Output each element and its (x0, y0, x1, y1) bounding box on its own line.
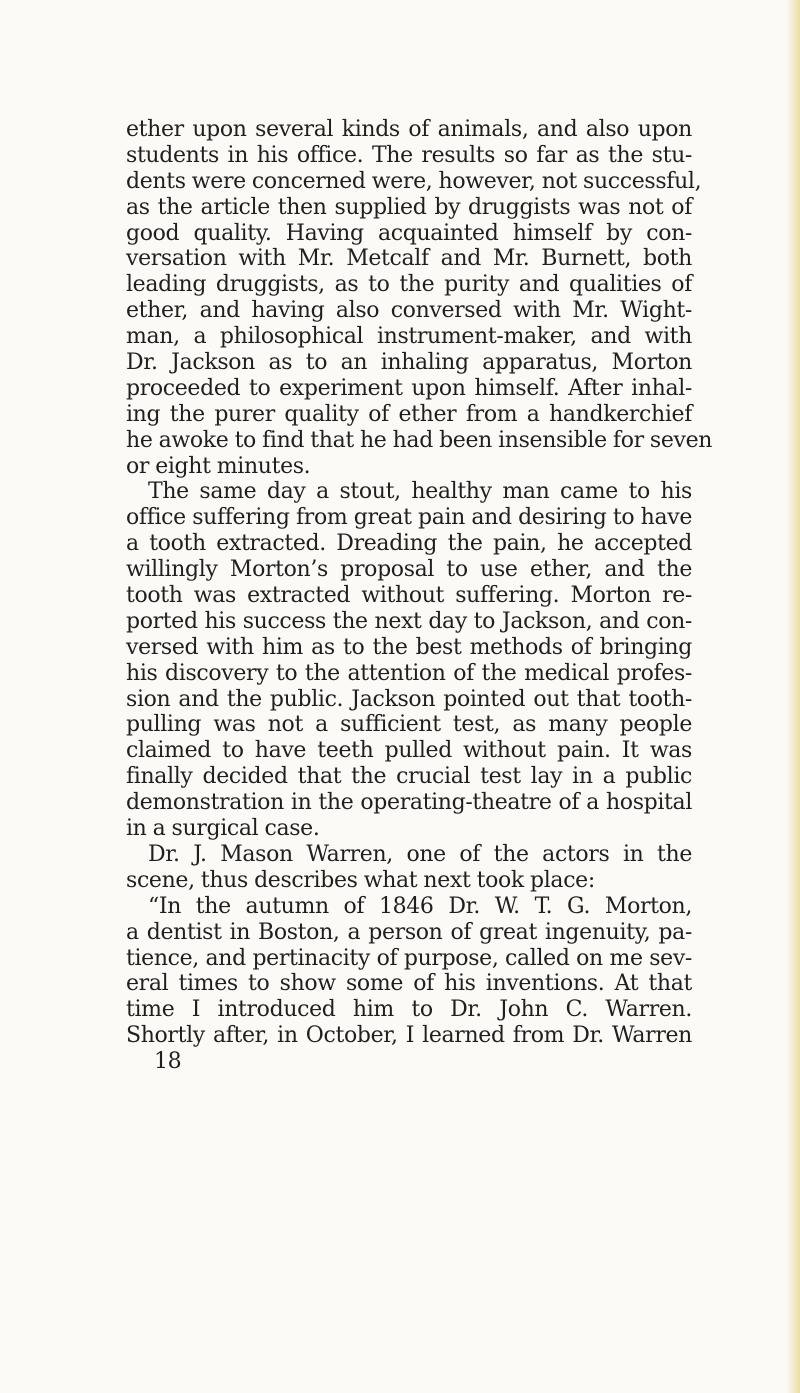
text-line: as the article then supplied by druggists was not of (126, 194, 692, 220)
text-line: good quality. Having acquainted himself by con- (126, 220, 692, 246)
text-line: claimed to have teeth pulled without pain. It was (126, 738, 692, 764)
page-edge-shadow (786, 0, 800, 1393)
text-line: ing the purer quality of ether from a handkerchief (126, 401, 692, 427)
paragraph-start-line: The same day a stout, healthy man came to his (148, 479, 692, 505)
paragraph-end-line: scene, thus describes what next took place: (126, 867, 595, 893)
text-line: a dentist in Boston, a person of great ingenuity, pa- (126, 919, 692, 945)
text-line: Dr. Jackson as to an inhaling apparatus, Morton (126, 350, 692, 376)
text-line: ether upon several kinds of animals, and also upon (126, 117, 692, 142)
text-line: ether, and having also conversed with Mr. Wight- (126, 298, 692, 324)
text-line: students in his office. The results so far as the stu- (126, 142, 692, 168)
body-text (126, 117, 713, 1075)
text-line: he awoke to find that he had been insensible for seven (126, 427, 713, 453)
paragraph-start-line: Dr. J. Mason Warren, one of the actors in the (148, 841, 692, 867)
text-line: finally decided that the crucial test lay in a public (126, 764, 692, 790)
text-line: tooth was extracted without suffering. Morton re- (126, 583, 692, 609)
text-line: versed with him as to the best methods of bringing (126, 634, 692, 660)
text-line: sion and the public. Jackson pointed out that tooth- (126, 686, 692, 712)
paragraph-end-line: in a surgical case. (126, 816, 320, 842)
text-line: Shortly after, in October, I learned from Dr. Warren (126, 1023, 692, 1049)
text-line: pulling was not a sufficient test, as many people (126, 712, 692, 738)
text-line: office suffering from great pain and desiring to have (126, 505, 692, 531)
page-number: 18 (154, 1049, 182, 1075)
paragraph-end-line: or eight minutes. (126, 453, 311, 479)
text-line: time I introduced him to Dr. John C. Warren. (126, 997, 692, 1023)
text-line: leading druggists, as to the purity and qualities of (126, 272, 692, 298)
text-line: versation with Mr. Metcalf and Mr. Burnett, both (126, 246, 692, 272)
text-line: dents were concerned were, however, not successful, (126, 168, 702, 194)
text-line: tience, and pertinacity of purpose, called on me sev- (126, 945, 692, 971)
quote-start-line: “In the autumn of 1846 Dr. W. T. G. Morton, (148, 893, 692, 919)
text-line: proceeded to experiment upon himself. After inhal- (126, 375, 692, 401)
text-line: his discovery to the attention of the medical profes- (126, 660, 692, 686)
text-line: willingly Morton’s proposal to use ether, and the (126, 557, 692, 583)
text-line: ported his success the next day to Jackson, and con- (126, 608, 692, 634)
text-line: eral times to show some of his inventions. At that (126, 971, 692, 997)
text-line: a tooth extracted. Dreading the pain, he accepted (126, 531, 692, 557)
text-line: demonstration in the operating-theatre of a hospital (126, 790, 692, 816)
text-line: man, a philosophical instrument-maker, and with (126, 324, 692, 350)
